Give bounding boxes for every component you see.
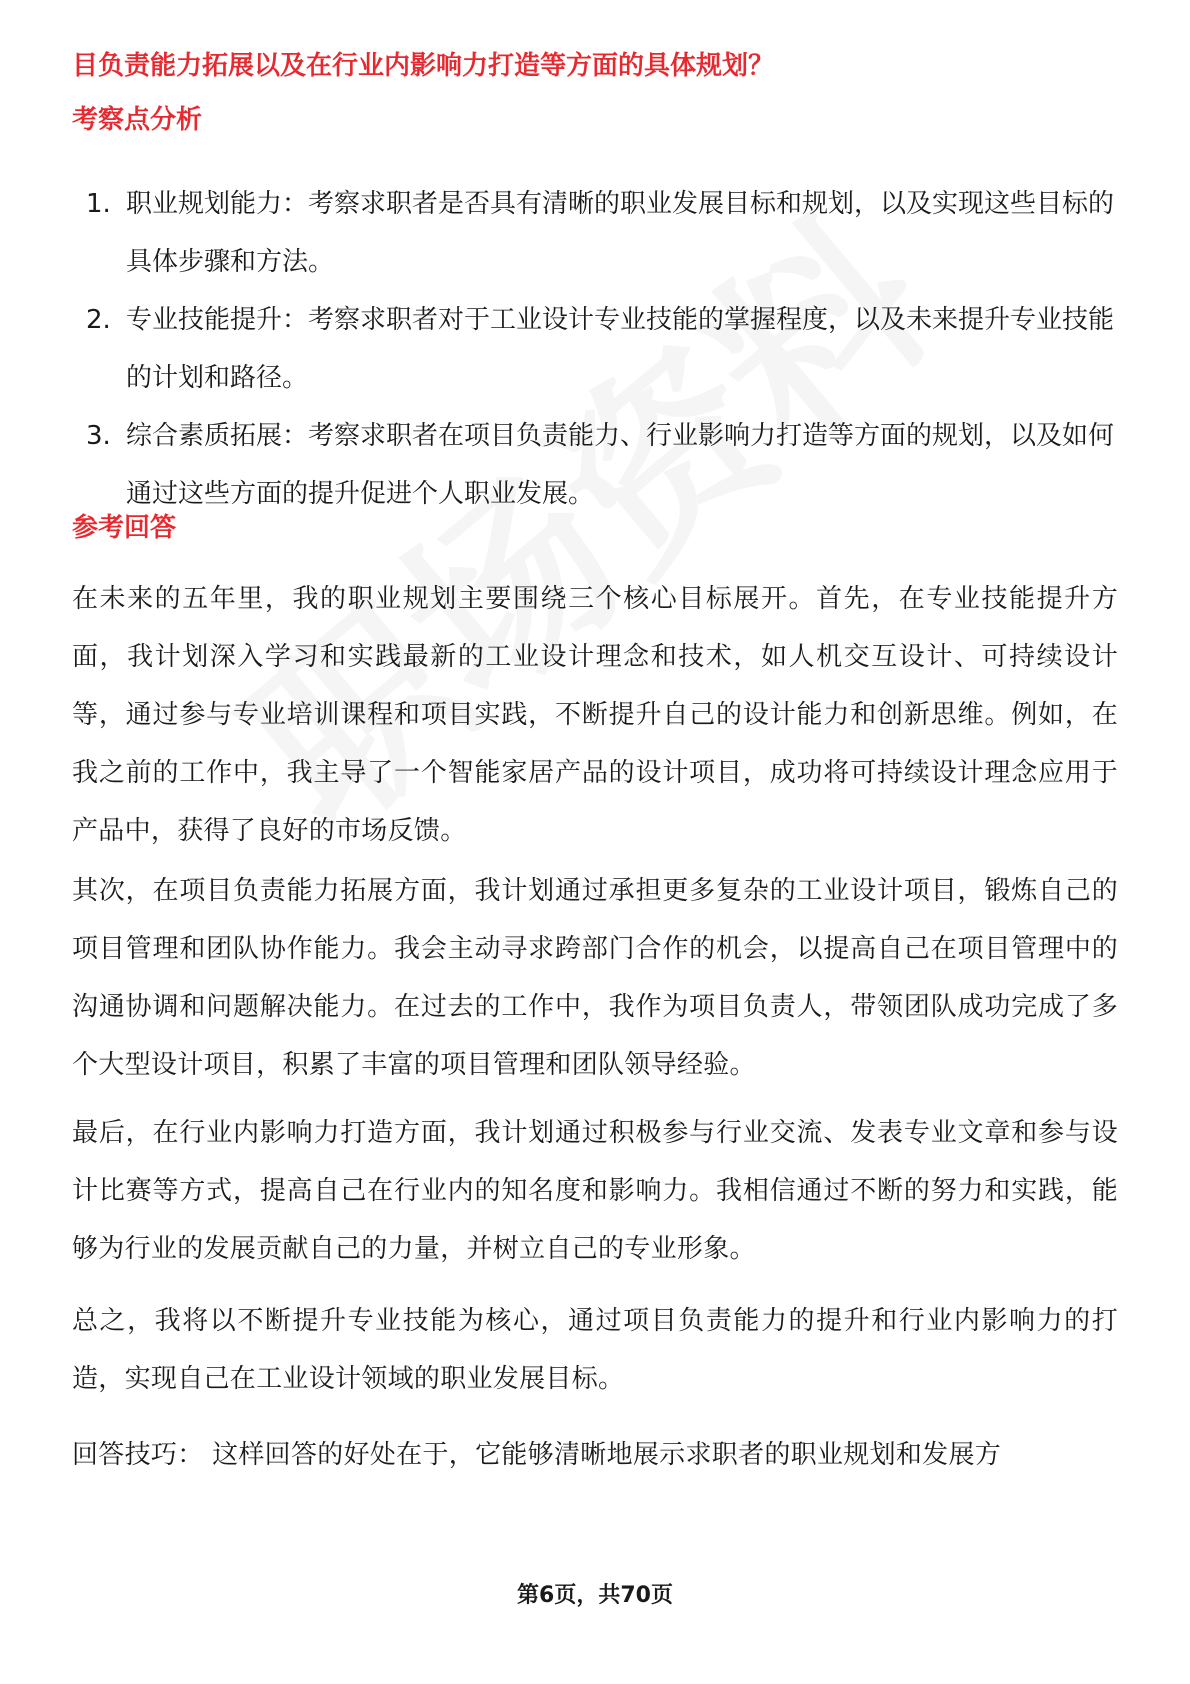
list-item [72, 291, 1118, 407]
list-item [72, 407, 1118, 523]
list-item-number: 1. [86, 189, 111, 219]
list-item-text: 专业技能提升：考察求职者对于工业设计专业技能的掌握程度，以及未来提升专业技能的计划和路径。 [126, 305, 1115, 393]
answer-paragraph: 在未来的五年里，我的职业规划主要围绕三个核心目标展开。首先，在专业技能提升方面，我计划深入学习和实践最新的工业设计理念和技术，如人机交互设计、可持续设计等，通过参与专业培训课程和项目实践，不断提升自己的设计能力和创新思维。例如，在我之前的工作中，我主导了一个智能家居产品的设计项目，成功将可持续设计理念应用于产品中，获得了良好的市场反馈。 [72, 584, 1118, 846]
answer-paragraph: 总之，我将以不断提升专业技能为核心，通过项目负责能力的提升和行业内影响力的打造，实现自己在工业设计领域的职业发展目标。 [72, 1306, 1118, 1394]
answer-tip: 回答技巧： 这样回答的好处在于，它能够清晰地展示求职者的职业规划和发展方 [72, 1440, 1002, 1470]
list-item-text: 职业规划能力：考察求职者是否具有清晰的职业发展目标和规划，以及实现这些目标的具体步骤和方法。 [126, 189, 1115, 277]
answer-paragraph: 其次，在项目负责能力拓展方面，我计划通过承担更多复杂的工业设计项目，锻炼自己的项目管理和团队协作能力。我会主动寻求跨部门合作的机会，以提高自己在项目管理中的沟通协调和问题解决能力。在过去的工作中，我作为项目负责人，带领团队成功完成了多个大型设计项目，积累了丰富的项目管理和团队领导经验。 [72, 876, 1118, 1080]
answer-heading: 参考回答 [72, 513, 177, 543]
question-heading: 目负责能力拓展以及在行业内影响力打造等方面的具体规划？ [72, 51, 775, 81]
list-item [72, 175, 1118, 291]
page-number: 第6页，共70页 [517, 1583, 673, 1608]
analysis-heading: 考察点分析 [72, 105, 203, 135]
list-item-number: 3. [86, 421, 111, 451]
list-item-text: 综合素质拓展：考察求职者在项目负责能力、行业影响力打造等方面的规划，以及如何通过这些方面的提升促进个人职业发展。 [126, 421, 1115, 509]
list-item-number: 2. [86, 305, 111, 335]
analysis-list [72, 175, 1118, 523]
answer-paragraph: 最后，在行业内影响力打造方面，我计划通过积极参与行业交流、发表专业文章和参与设计比赛等方式，提高自己在行业内的知名度和影响力。我相信通过不断的努力和实践，能够为行业的发展贡献自己的力量，并树立自己的专业形象。 [72, 1118, 1118, 1264]
